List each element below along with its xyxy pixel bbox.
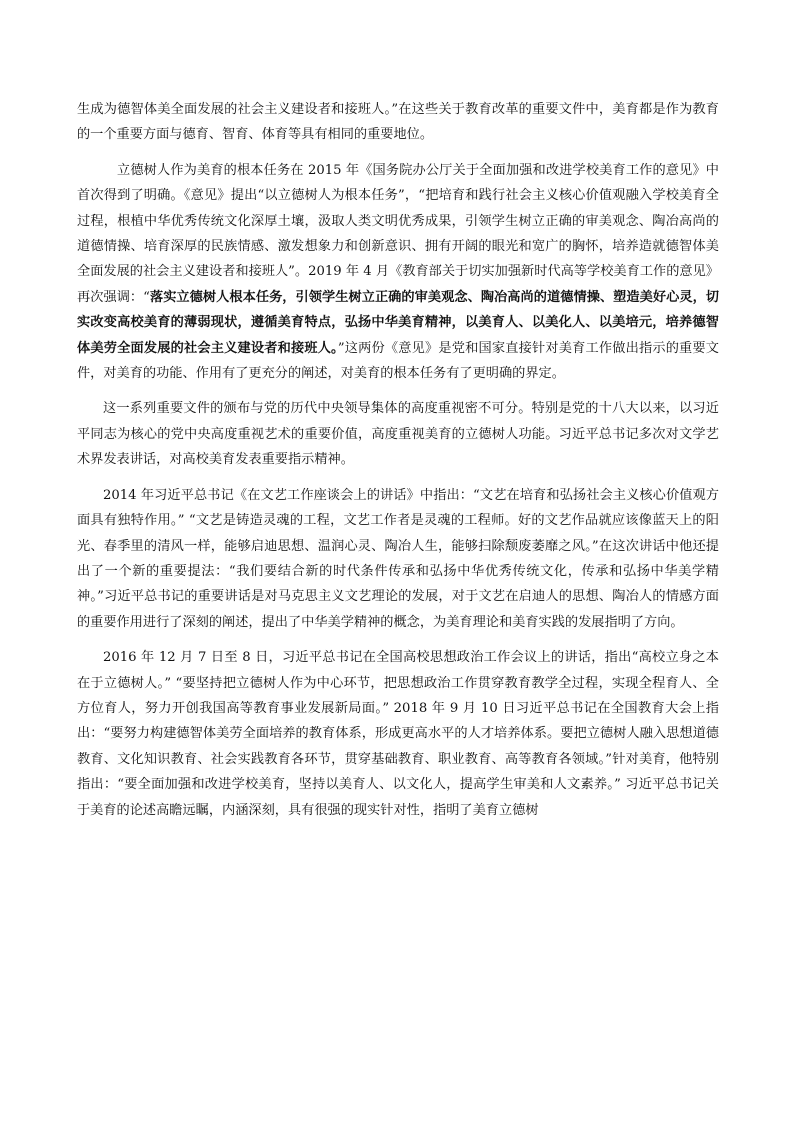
paragraph-2016-2018-speeches	[77, 645, 719, 823]
emphasized-quote: 落实立德树人根本任务，引领学生树立正确的审美观念、陶冶高尚的道德情操、塑造美好心灵，切实改变高校美育的薄弱现状，遵循美育特点，弘扬中华美育精神，以美育人、以美化人、以美培元，培养德智体美劳全面发展的社会主义建设者和接班人。	[77, 289, 719, 356]
document-body	[77, 97, 719, 823]
paragraph-continuation	[77, 97, 719, 148]
paragraph-text: 立德树人作为美育的根本任务在 2015 年《国务院办公厅关于全面加强和改进学校美育工作的意见》中首次得到了明确。《意见》提出“以立德树人为根本任务”，“把培育和践行社会主义核心价值观融入学校美育全过程，根植中华优秀传统文化深厚土壤，汲取人类文明优秀成果，引领学生树立正确的审美观念、陶冶高尚的道德情操、培育深厚的民族情感、激发想象力和创新意识、拥有开阔的眼光和宽广的胸怀，培养造就德智体美全面发展的社会主义建设者和接班人”。2019 年 4 月《教育部关于切实加强新时代高等学校美育工作的意见》再次强调：“	[77, 162, 719, 305]
paragraph-text: 生成为德智体美全面发展的社会主义建设者和接班人。”在这些关于教育改革的重要文件中，美育都是作为教育的一个重要方面与德育、智育、体育等具有相同的重要地位。	[77, 102, 719, 143]
paragraph-text: ”这两份《意见》是党和国家直接针对美育工作做出指示的重要文件，对美育的功能、作用有了更充分的阐述，对美育的根本任务有了更明确的界定。	[77, 340, 719, 382]
paragraph-lide-shuren-task	[77, 158, 719, 387]
paragraph-text: 2016 年 12 月 7 日至 8 日，习近平总书记在全国高校思想政治工作会议上的讲话，指出“高校立身之本在于立德树人。” “要坚持把立德树人作为中心环节，把思想政治工作贯穿教育教学全过程，实现全程育人、全方位育人，努力开创我国高等教育事业发展新局面。” 2018 年 9 月 10 日习近平总书记在全国教育大会上指出：“要努力构建德智体美劳全面培养的教育体系，形成更高水平的人才培养体系。要把立德树人融入思想道德教育、文化知识教育、社会实践教育各环节，贯穿基础教育、职业教育、高等教育各领域。”针对美育，他特别指出：“要全面加强和改进学校美育，坚持以美育人、以文化人，提高学生审美和人文素养。” 习近平总书记关于美育的论述高瞻远瞩，内涵深刻，具有很强的现实针对性，指明了美育立德树	[77, 650, 719, 818]
paragraph-central-leadership	[77, 396, 719, 472]
paragraph-text: 这一系列重要文件的颁布与党的历代中央领导集体的高度重视密不可分。特别是党的十八大以来，以习近平同志为核心的党中央高度重视艺术的重要价值，高度重视美育的立德树人功能。习近平总书记多次对文学艺术界发表讲话，对高校美育发表重要指示精神。	[77, 401, 719, 468]
paragraph-2014-speech	[77, 483, 719, 635]
paragraph-text: 2014 年习近平总书记《在文艺工作座谈会上的讲话》中指出：“文艺在培育和弘扬社会主义核心价值观方面具有独特作用。” “文艺是铸造灵魂的工程，文艺工作者是灵魂的工程师。好的文艺作品就应该像蓝天上的阳光、春季里的清风一样，能够启迪思想、温润心灵、陶冶人生，能够扫除颓废萎靡之风。”在这次讲话中他还提出了一个新的重要提法：“我们要结合新的时代条件传承和弘扬中华优秀传统文化，传承和弘扬中华美学精神。”习近平总书记的重要讲话是对马克思主义文艺理论的发展，对于文艺在启迪人的思想、陶冶人的情感方面的重要作用进行了深刻的阐述，提出了中华美学精神的概念，为美育理论和美育实践的发展指明了方向。	[77, 487, 719, 630]
